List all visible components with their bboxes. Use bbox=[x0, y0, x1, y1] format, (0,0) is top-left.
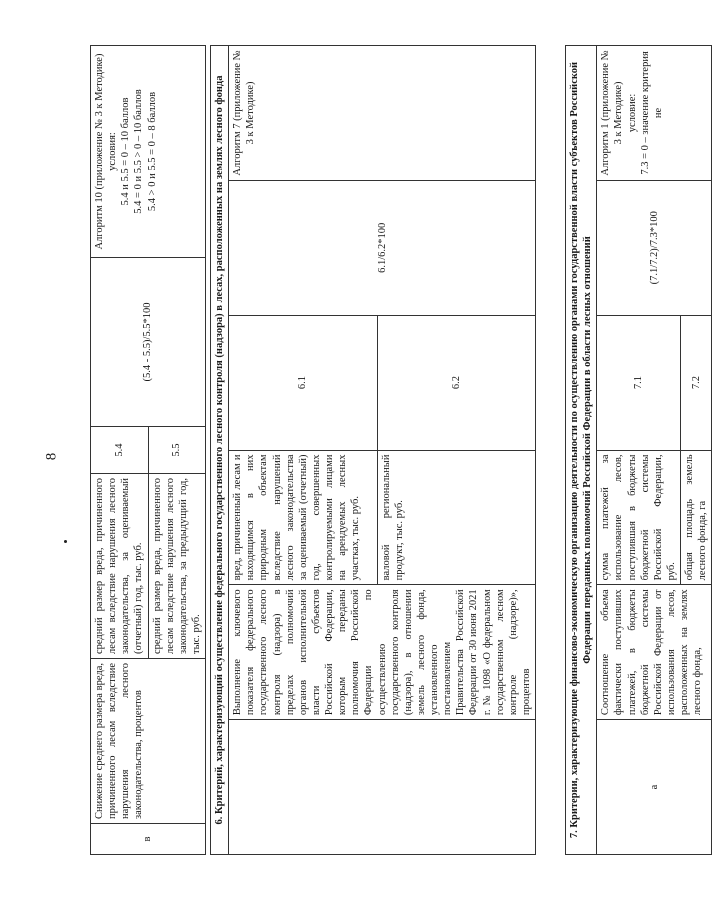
section-title: 7. Критерии, характеризующие финансово-экономическую организацию деятельности по осуществлению органами государственной власти субъектов Российской Федерации переданных полномочий Российской Федерации в области лесных отношений bbox=[566, 46, 597, 855]
indicator-cell: средний размер вреда, причиненного лесам вследствие нарушения лесного законодательства, за оцениваемый (отчетный) год, тыс. руб. bbox=[91, 474, 149, 659]
conditions-label: условие: bbox=[626, 93, 638, 133]
section-6-table bbox=[210, 45, 536, 855]
section-6-block bbox=[210, 45, 536, 855]
indicator-cell: средний размер вреда, причиненного лесам вследствие нарушения лесного законодательства, за предыдущий год, тыс. руб. bbox=[148, 474, 206, 659]
algorithm-cell bbox=[91, 46, 206, 258]
algorithm-text: Алгоритм 10 (приложение № 3 к Методике) bbox=[94, 53, 105, 250]
condition-line: 5.4 и 5.5 = 0 – 10 баллов bbox=[120, 97, 132, 206]
rotated-page bbox=[80, 45, 709, 855]
conditions-label: условия: bbox=[107, 132, 119, 171]
algorithm-text: Алгоритм 1 (приложение № 3 к Методике) bbox=[600, 50, 625, 176]
page-number: 8 bbox=[43, 452, 60, 461]
condition-line: 5.4 > 0 и 5.5 = 0 – 8 баллов bbox=[146, 91, 158, 212]
indicator-cell: общая площадь земель лесного фонда, га bbox=[681, 450, 712, 585]
algorithm-text: Алгоритм 7 (приложение № 3 к Методике) bbox=[232, 50, 257, 176]
condition-line: 7.3 = 0 – значение критерия не bbox=[639, 51, 664, 175]
formula-cell: (5.4 - 5.5)/5.5*100 bbox=[91, 258, 206, 427]
section-b-block bbox=[90, 45, 206, 855]
page-dot bbox=[64, 540, 67, 543]
section-title: 6. Критерий, характеризующий осуществление федерального государственного лесного контроля (надзора) в лесах, расположенных на землях лесного фонда bbox=[211, 46, 229, 855]
criterion-name: Снижение среднего размера вреда, причиненного лесам вследствие нарушения лесного законодательства, процентов bbox=[91, 659, 206, 824]
section-b-table bbox=[90, 45, 206, 855]
algorithm-cell bbox=[229, 46, 536, 181]
indicator-number: 5.5 bbox=[148, 427, 206, 474]
indicator-number: 6.2 bbox=[377, 315, 535, 450]
criterion-name: Соотношение объема фактически поступивших платежей, в бюджеты бюджетной системы Российской Федерации от использования лесов, расположенных на землях лесного фонда, bbox=[597, 585, 712, 720]
indicator-number: 7.1 bbox=[597, 315, 681, 450]
formula-cell: 6.1/6.2*100 bbox=[229, 180, 536, 315]
indicator-cell: вред, причиненный лесам и находящимся в них природным объектам вследствие нарушений лесного законодательства за оцениваемый (отчетный) год, совершенных контролируемыми лицами на арендуемых лесных участках, тыс. руб. bbox=[229, 450, 378, 585]
row-letter: а bbox=[597, 720, 712, 855]
algorithm-cell bbox=[597, 46, 712, 181]
indicator-number: 6.1 bbox=[229, 315, 378, 450]
indicator-cell: сумма платежей за использование лесов, поступившая в бюджеты бюджетной системы Российской Федерации, руб. bbox=[597, 450, 681, 585]
section-7-table bbox=[565, 45, 712, 855]
criterion-name: Выполнение ключевого показателя федерального государственного лесного контроля (надзора) в пределах полномочий органов исполнительной власти субъектов Российской Федерации, которым переданы полномочия Российской Федерации по осуществлению государственного контроля (надзора), в отношении земель лесного фонда, установленного постановлением Правительства Российской Федерации от 30 июня 2021 г. № 1098 «О федеральном государственном лесном контроле (надзоре)», процентов bbox=[229, 585, 536, 720]
indicator-number: 5.4 bbox=[91, 427, 149, 474]
indicator-cell: валовой региональный продукт, тыс. руб. bbox=[377, 450, 535, 585]
row-letter: в bbox=[91, 824, 206, 855]
formula-cell: (7.1/7.2)/7.3*100 bbox=[597, 180, 712, 315]
indicator-number: 7.2 bbox=[681, 315, 712, 450]
condition-line: 5.4 = 0 и 5.5 > 0 – 10 баллов bbox=[133, 89, 145, 214]
section-7-block bbox=[565, 45, 712, 855]
row-letter bbox=[229, 720, 536, 855]
